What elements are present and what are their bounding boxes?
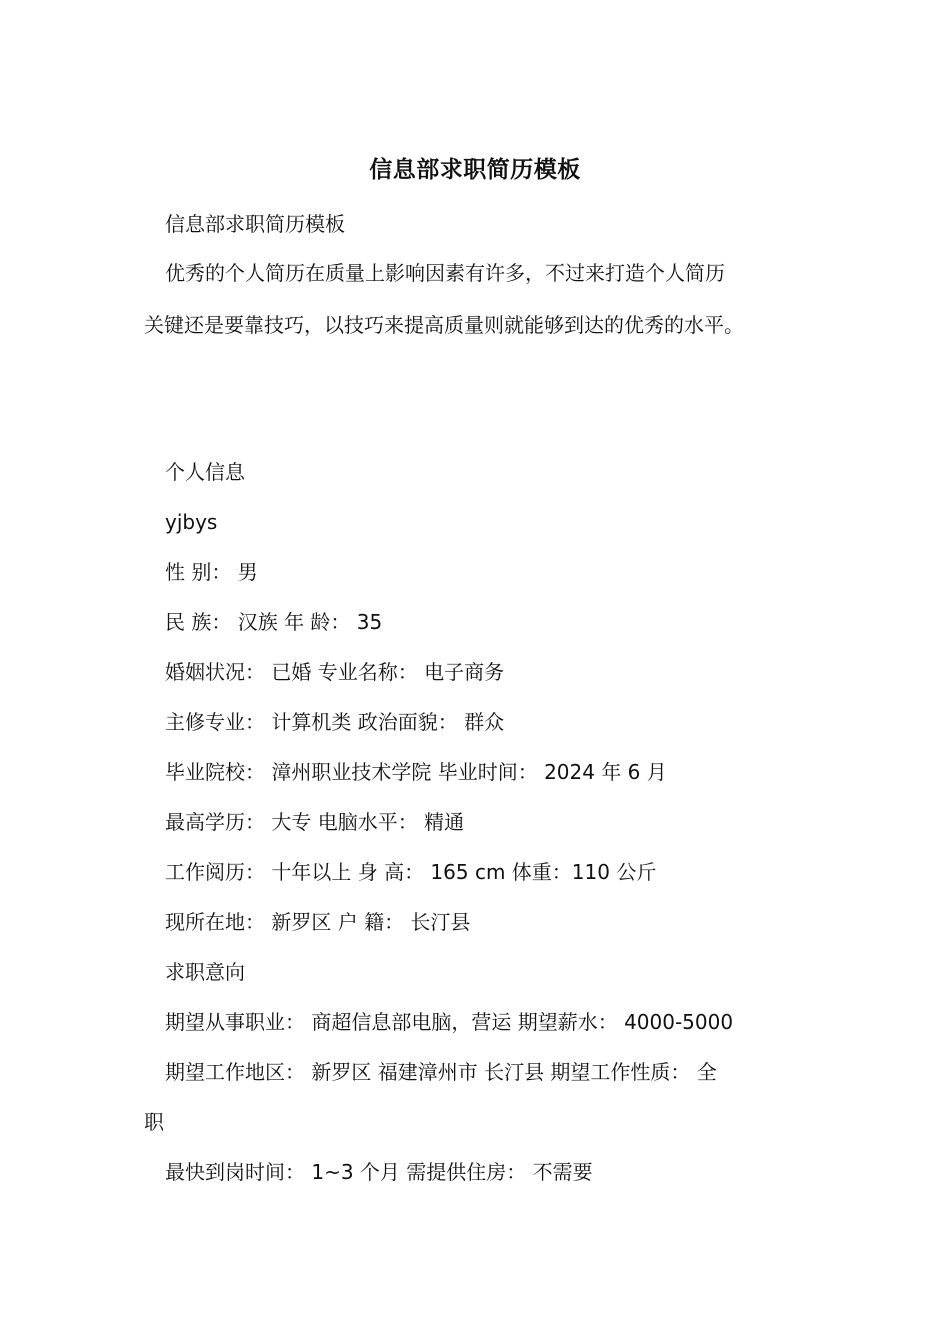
school-graduation-field: 毕业院校： 漳州职业技术学院 毕业时间： 2024 年 6 月 [165,760,667,784]
intro-paragraph-line-2: 关键还是要靠技巧，以技巧来提高质量则就能够到达的优秀的水平。 [144,313,744,337]
minor-politics-field: 主修专业： 计算机类 政治面貌： 群众 [165,710,505,734]
work-area-field-line-2: 职 [144,1110,164,1134]
experience-height-field: 工作阅历： 十年以上 身 高： 165 cm 体重：110 公斤 [165,860,657,884]
ethnicity-age-field: 民 族： 汉族 年 龄： 35 [165,610,383,634]
document-subtitle: 信息部求职简历模板 [165,212,345,236]
arrival-housing-field: 最快到岗时间： 1~3 个月 需提供住房： 不需要 [165,1160,593,1184]
document-title: 信息部求职简历模板 [369,156,581,183]
marital-major-field: 婚姻状况： 已婚 专业名称： 电子商务 [165,660,505,684]
job-intent-heading: 求职意向 [165,960,245,984]
gender-field: 性 别： 男 [165,560,258,584]
personal-info-heading: 个人信息 [165,460,245,484]
education-computer-field: 最高学历： 大专 电脑水平： 精通 [165,810,465,834]
name-field: yjbys [165,510,218,534]
location-hukou-field: 现所在地： 新罗区 户 籍： 长汀县 [165,910,471,934]
intro-paragraph-line-1: 优秀的个人简历在质量上影响因素有许多，不过来打造个人简历 [165,261,725,285]
work-area-field-line-1: 期望工作地区： 新罗区 福建漳州市 长汀县 期望工作性质： 全 [165,1060,717,1084]
position-salary-field: 期望从事职业： 商超信息部电脑，营运 期望薪水： 4000-5000 [165,1010,734,1034]
